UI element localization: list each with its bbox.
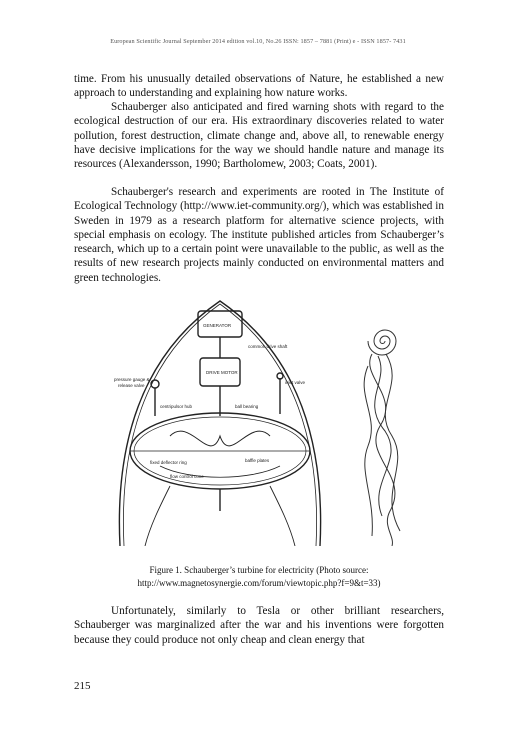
label-drive-motor: DRIVE MOTOR [206,370,238,375]
figure-caption-line-2: http://www.magnetosynergie.com/forum/viewtopic.php?f=9&t=33) [137,578,381,588]
paragraph-4: Unfortunately, similarly to Tesla or other brilliant researchers, Schauberger was marginalized after the war and his inventions were forgotten because they could produce not only cheap and clean energy that [74,605,444,646]
label-flow-control-cone: flow control cone [170,474,204,479]
paragraph-1: time. From his unusually detailed observations of Nature, he established a new approach to understanding and explaining how nature works. [74,73,444,100]
vortex-spiral-drawing [364,330,400,546]
paragraph-3: Schauberger's research and experiments are rooted in The Institute of Ecological Technology (http://www.iet-community.org/), which was established in Sweden in 1979 as a research platform for alternative science projects, with special emphasis on ecology. The institute published articles from Schauberger’s research, which up to a certain point were unavailable to the public, as well as the results of new research projects mainly conducted on environmental matters and green technologies. [74,186,444,284]
figure-caption-line-1: Figure 1. Schauberger’s turbine for electricity (Photo source: [149,565,369,575]
label-drive-shaft: common drive shaft [248,344,288,349]
label-baffle-plates: baffle plates [245,458,270,463]
label-inlet-valve: inlet valve [285,380,306,385]
paragraph-2: Schauberger also anticipated and fired warning shots with regard to the ecological destruction of our era. His extraordinary discoveries related to water pollution, forest destruction, climate change and, above all, to renewable energy have decisive implications for the way we should handle nature and manage its resources (Alexandersson, 1990; Bartholomew, 2003; Coats, 2001). [74,101,444,171]
running-header: European Scientific Journal September 2014 edition vol.10, No.26 ISSN: 1857 – 7881 (Print) e - ISSN 1857- 7431 [110,38,406,45]
label-generator: GENERATOR [203,323,232,328]
turbine-figure [110,296,440,546]
page-number: 215 [74,680,91,692]
label-deflector-ring: fixed deflector ring [150,460,187,465]
label-centripulsor-hub: centripulsor hub [160,404,193,409]
label-pressure-gauge: pressure gauge & [114,377,150,382]
turbine-drawing [110,296,440,546]
label-ball-bearing: ball bearing [235,404,259,409]
label-release-valve: release valve [118,383,145,388]
